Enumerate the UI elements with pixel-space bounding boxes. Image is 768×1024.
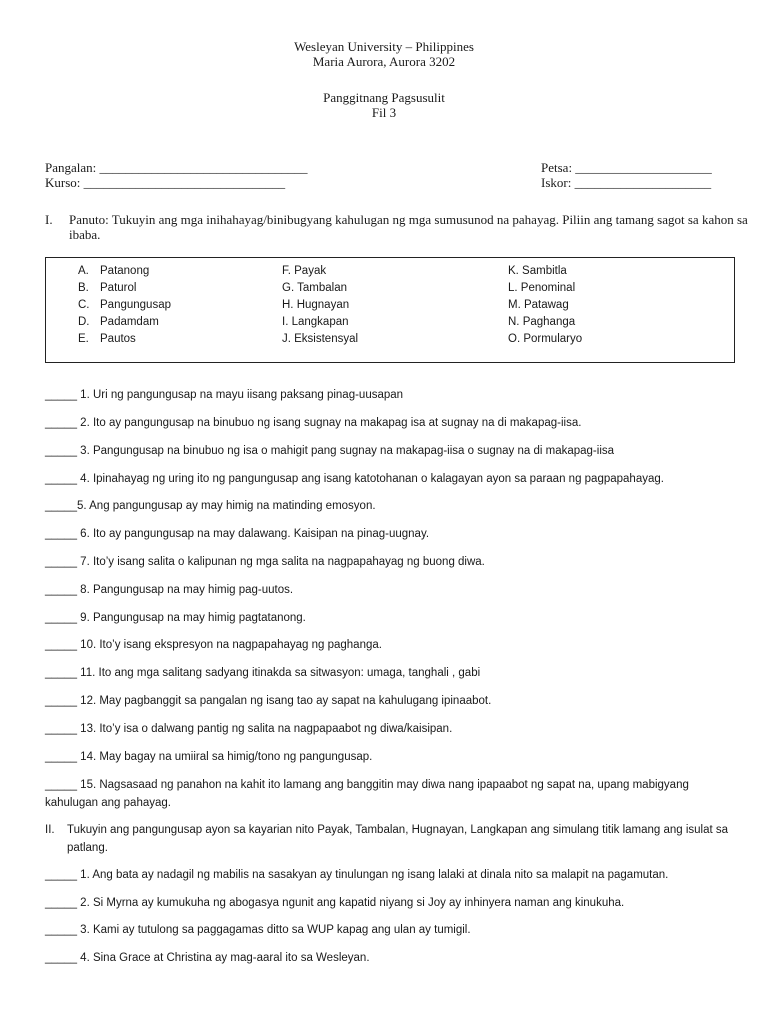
choice-item: F. Payak [282, 265, 327, 277]
choice-item: I. Langkapan [282, 316, 349, 328]
choices-column-2 [282, 263, 358, 348]
question-item: _____ 10. Ito’y isang ekspresyon na nagpapahayag ng paghanga. [45, 639, 382, 651]
score-field: Iskor: _____________________ [541, 175, 712, 190]
question-item: _____ 13. Ito’y isa o dalwang pantig ng salita na nagpapaabot ng diwa/kaisipan. [45, 723, 453, 735]
question-item: _____ 12. May pagbanggit sa pangalan ng isang tao ay sapat na kahulugang ipinaabot. [45, 695, 492, 707]
question-item: _____ 1. Uri ng pangungusap na mayu iisang paksang pinag-uusapan [45, 389, 404, 401]
question-item: _____ 4. Ipinahayag ng uring ito ng pangungusap ang isang katotohanan o kalagayan ayon sa paraan ng pagpapahayag. [45, 473, 664, 485]
question2-item: _____ 3. Kami ay tutulong sa paggagamas ditto sa WUP kapag ang ulan ay tumigil. [45, 924, 471, 936]
section1-text: Panuto: Tukuyin ang mga inihahayag/binibugyang kahulugan ng mga sumusunod na pahayag. Piliin ang tamang sagot sa kahon sa ibaba. [69, 212, 748, 242]
section1-instructions [45, 212, 748, 244]
question2-item: _____ 4. Sina Grace at Christina ay mag-aaral ito sa Wesleyan. [45, 952, 370, 964]
choices-column-3 [508, 263, 582, 348]
question-item: _____5. Ang pangungusap ay may himig na matinding emosyon. [45, 500, 376, 512]
question-item: _____ 8. Pangungusap na may himig pag-uutos. [45, 584, 294, 596]
choice-item: N. Paghanga [508, 316, 576, 328]
question-item: _____ 11. Ito ang mga salitang sadyang itinakda sa sitwasyon: umaga, tanghali , gabi [45, 667, 481, 679]
name-field: Pangalan: ________________________________ [45, 160, 308, 175]
question-item: _____ 9. Pangungusap na may himig pagtatanong. [45, 612, 306, 624]
choice-item: M. Patawag [508, 299, 569, 311]
school-address: Maria Aurora, Aurora 3202 [312, 54, 456, 69]
exam-heading [0, 90, 768, 120]
choice-item: J. Eksistensyal [282, 333, 359, 345]
section2-instructions [45, 821, 745, 857]
course-code: Fil 3 [371, 105, 397, 120]
question2-item: _____ 2. Si Myrna ay kumukuha ng abogasya ngunit ang kapatid niyang si Joy ay inhinyera naman ang kinukuha. [45, 897, 625, 909]
choice-item: O. Pormularyo [508, 333, 583, 345]
question-item: _____ 15. Nagsasaad ng panahon na kahit ito lamang ang banggitin may diwa nang ipapaabot ng sapat na, upang mabigyang kahulugan ang pahayag. [45, 779, 689, 809]
question-item: _____ 6. Ito ay pangungusap na may dalawang. Kaisipan na pinag-uugnay. [45, 528, 430, 540]
exam-title: Panggitnang Pagsusulit [323, 90, 445, 105]
question-item: _____ 7. Ito’y isang salita o kalipunan ng mga salita na nagpapahayag ng buong diwa. [45, 556, 485, 568]
choice-item: H. Hugnayan [282, 299, 350, 311]
question-item: _____ 3. Pangungusap na binubuo ng isa o mahigit pang sugnay na makapag-iisa o sugnay na di makapag-iisa [45, 445, 615, 457]
date-field: Petsa: _____________________ [541, 160, 712, 175]
choice-item: K. Sambitla [508, 265, 567, 277]
section2-number: II. [45, 824, 55, 836]
section1-number: I. [45, 212, 53, 227]
question-item: _____ 14. May bagay na umiiral sa himig/tono ng pangungusap. [45, 751, 373, 763]
course-field: Kurso: _______________________________ [45, 175, 286, 190]
school-name: Wesleyan University – Philippines [294, 39, 474, 54]
question-item: _____ 2. Ito ay pangungusap na binubuo ng isang sugnay na makapag isa at sugnay na di makapag-iisa. [45, 417, 582, 429]
section2-text: Tukuyin ang pangungusap ayon sa kayarian nito Payak, Tambalan, Hugnayan, Langkapan ang simulang titik lamang ang isulat sa patlang. [67, 824, 729, 854]
question2-item: _____ 1. Ang bata ay nadagil ng mabilis na sasakyan ay tinulungan ng isang lalaki at dinala nito sa malapit na pagamutan. [45, 869, 669, 881]
document-header [0, 39, 768, 69]
choices-box: A. Patanong B. Paturol C. Pangungusap D. Padamdam E. Pautos F. Payak G. Tambalan H. Hugnayan I. Langkapan J. Eksistensyal K. Sambitla L. Penominal M. Patawag N. Paghanga O. Pormularyo [45, 257, 735, 363]
choice-item: L. Penominal [508, 282, 576, 294]
choice-item: G. Tambalan [282, 282, 347, 294]
